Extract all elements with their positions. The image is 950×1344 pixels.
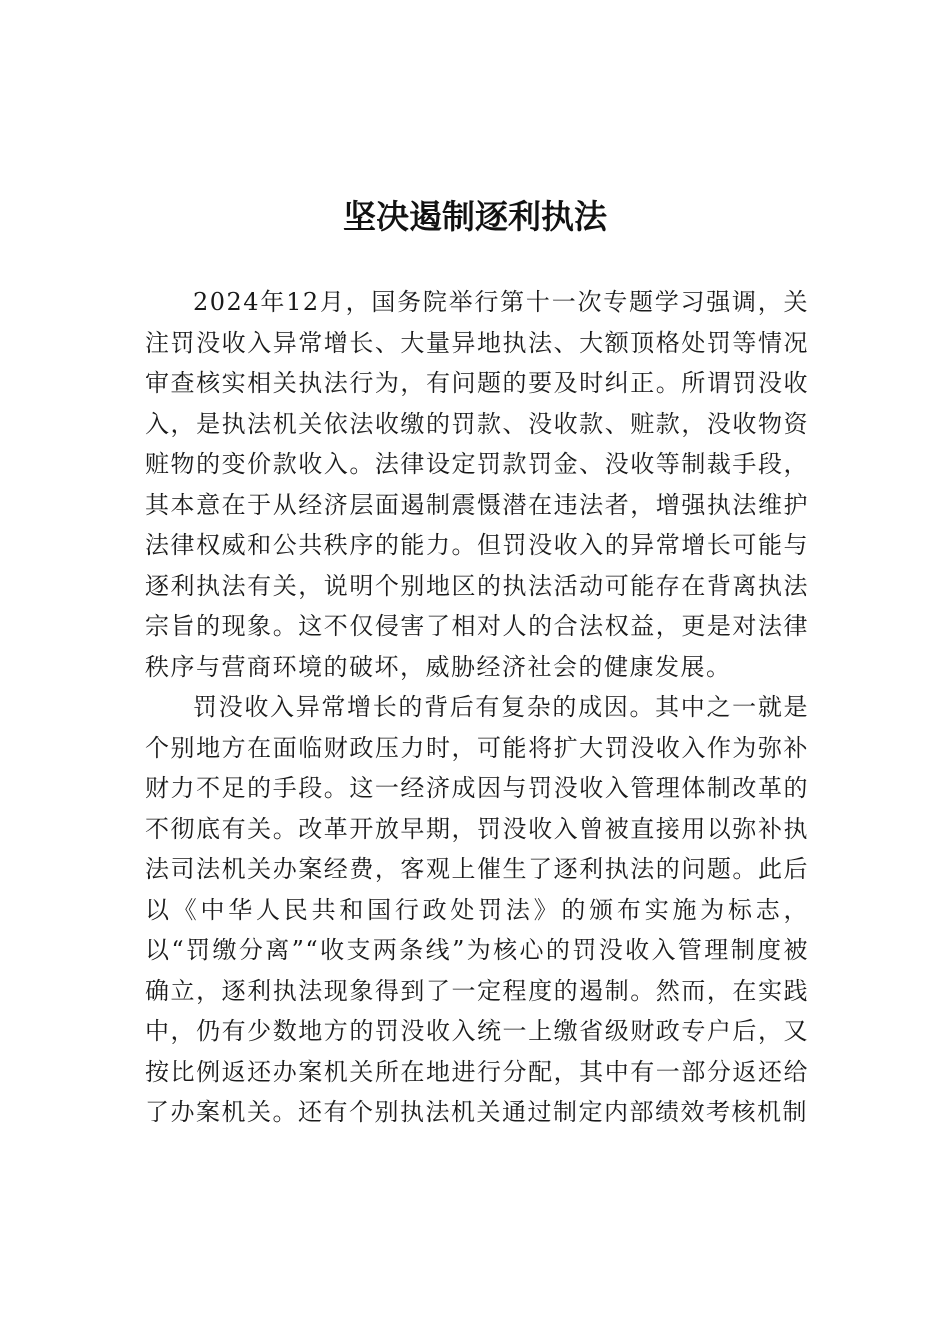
- paragraph: 罚没收入异常增长的背后有复杂的成因。其中之一就是个别地方在面临财政压力时，可能将扩大罚没收入作为弥补财力不足的手段。这一经济成因与罚没收入管理体制改革的不彻底有关。改革开放早期，罚没收入曾被直接用以弥补执法司法机关办案经费，客观上催生了逐利执法的问题。此后以《中华人民共和国行政处罚法》的颁布实施为标志，以“罚缴分离”“收支两条线”为核心的罚没收入管理制度被确立，逐利执法现象得到了一定程度的遏制。然而，在实践中，仍有少数地方的罚没收入统一上缴省级财政专户后，又按比例返还办案机关所在地进行分配，其中有一部分返还给了办案机关。还有个别执法机关通过制定内部绩效考核机制: [145, 693, 809, 1126]
- document-title: 坚决遏制逐利执法: [343, 197, 607, 237]
- paragraph: 2024年12月，国务院举行第十一次专题学习强调，关注罚没收入异常增长、大量异地执法、大额顶格处罚等情况审查核实相关执法行为，有问题的要及时纠正。所谓罚没收入，是执法机关依法收缴的罚款、没收款、赃款，没收物资赃物的变价款收入。法律设定罚款罚金、没收等制裁手段，其本意在于从经济层面遏制震慑潜在违法者，增强执法维护法律权威和公共秩序的能力。但罚没收入的异常增长可能与逐利执法有关，说明个别地区的执法活动可能存在背离执法宗旨的现象。这不仅侵害了相对人的合法权益，更是对法律秩序与营商环境的破坏，威胁经济社会的健康发展。: [145, 288, 809, 681]
- document-body: [145, 282, 809, 1133]
